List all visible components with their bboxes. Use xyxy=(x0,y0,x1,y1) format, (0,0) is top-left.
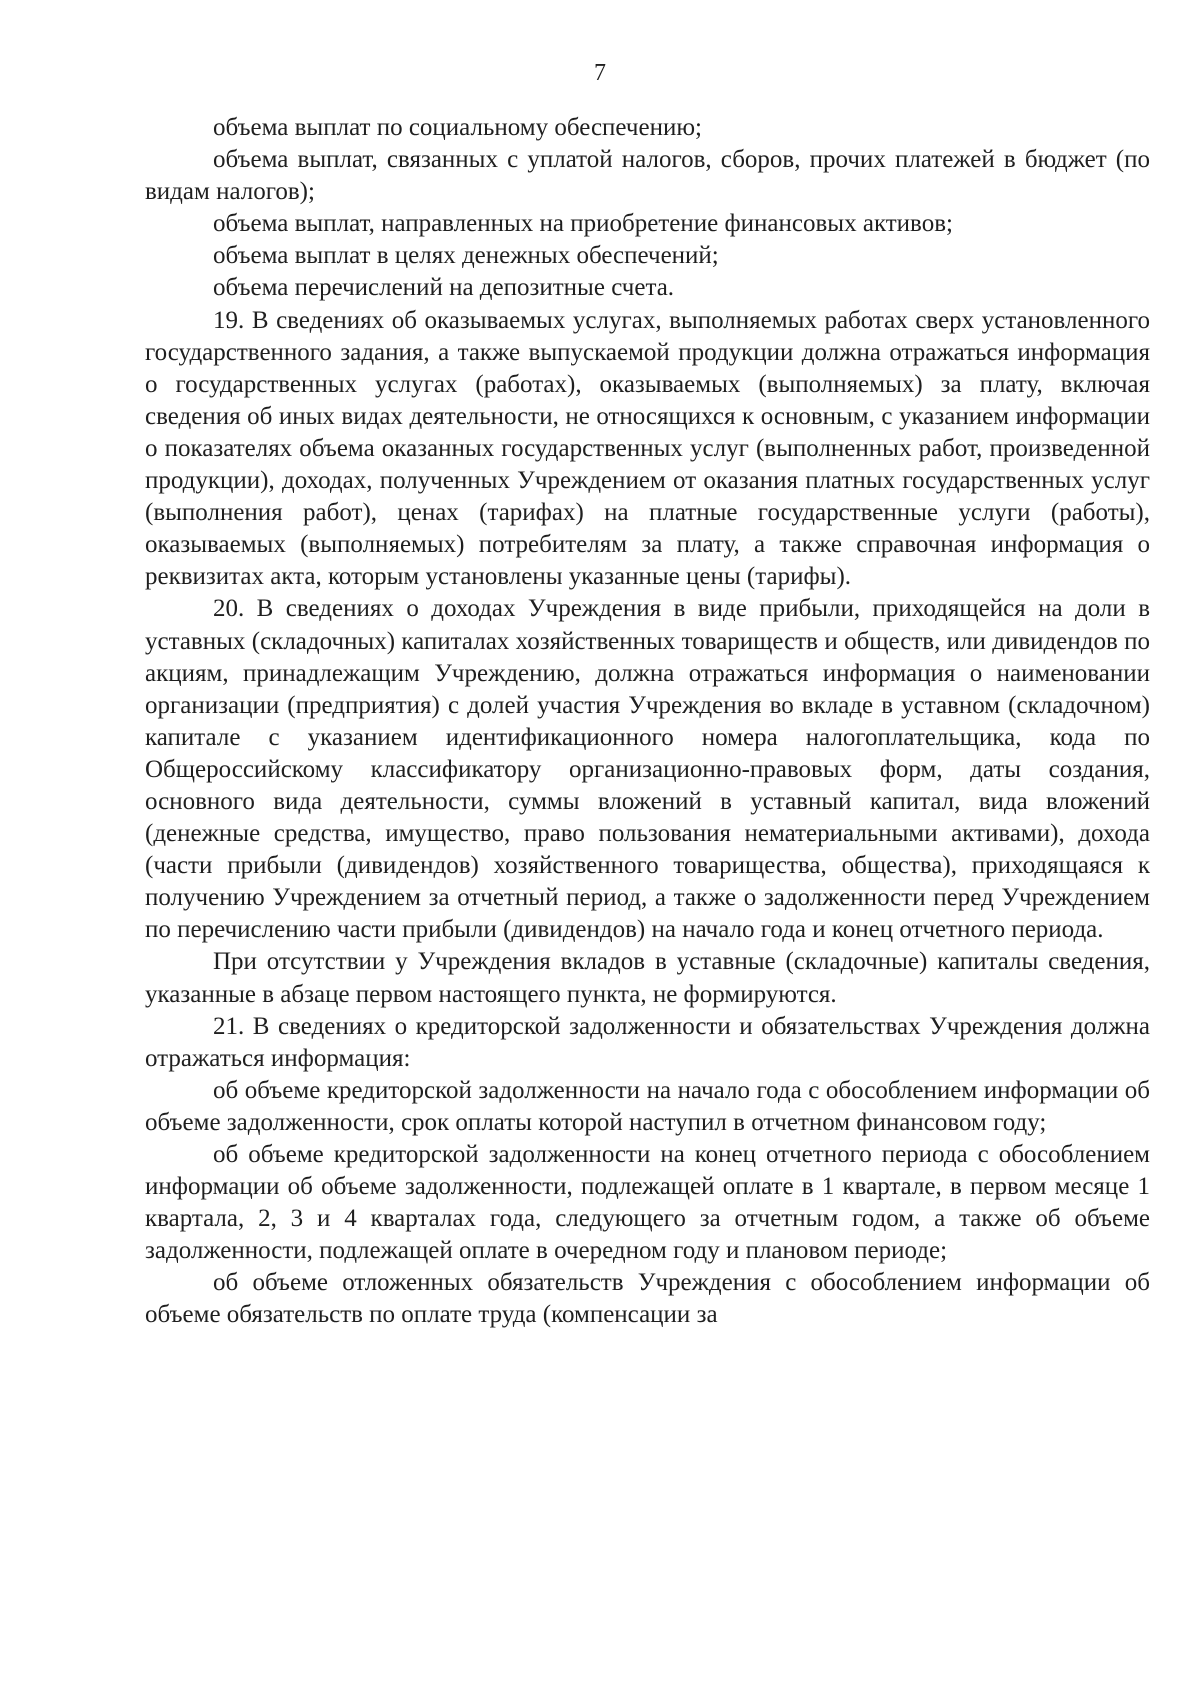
paragraph-3: объема выплат, направленных на приобретение финансовых активов; xyxy=(213,210,953,238)
paragraph-7: 20. В сведениях о доходах Учреждения в виде прибыли, приходящейся на доли в уставных (складочных) капиталах хозяйственных товариществ и обществ, или дивидендов по акциям, принадлежащим Учреждению, должна отражаться информация о наименовании организации (предприятия) с долей участия Учреждения во вкладе в уставном (складочном) капитале с указанием идентификационного номера налогоплательщика, кода по Общероссийскому классификатору организационно-правовых форм, даты создания, основного вида деятельности, суммы вложений в уставный капитал, вида вложений (денежные средства, имущество, право пользования нематериальными активами), дохода (части прибыли (дивидендов) хозяйственного товарищества, общества), приходящаяся к получению Учреждением за отчетный период, а также о задолженности перед Учреждением по перечислению части прибыли (дивидендов) на начало года и конец отчетного периода. xyxy=(145,595,1150,944)
paragraph-2: объема выплат, связанных с уплатой налогов, сборов, прочих платежей в бюджет (по видам налогов); xyxy=(145,146,1150,206)
paragraph-9: 21. В сведениях о кредиторской задолженности и обязательствах Учреждения должна отражаться информация: xyxy=(145,1012,1150,1072)
paragraph-12: об объеме отложенных обязательств Учреждения с обособлением информации об объеме обязательств по оплате труда (компенсации за xyxy=(145,1269,1150,1329)
paragraph-1: объема выплат по социальному обеспечению; xyxy=(213,114,702,141)
page-number: 7 xyxy=(594,60,606,86)
paragraph-4: объема выплат в целях денежных обеспечений; xyxy=(213,242,719,270)
document-body xyxy=(145,112,1150,1332)
paragraph-11: об объеме кредиторской задолженности на конец отчетного периода с обособлением информации об объеме задолженности, подлежащей оплате в 1 квартале, в первом месяце 1 квартала, 2, 3 и 4 кварталах года, следующего за отчетным годом, а также об объеме задолженности, подлежащей оплате в очередном году и плановом периоде; xyxy=(145,1141,1150,1265)
paragraph-8: При отсутствии у Учреждения вкладов в уставные (складочные) капиталы сведения, указанные в абзаце первом настоящего пункта, не формируются. xyxy=(145,948,1150,1008)
paragraph-5: объема перечислений на депозитные счета. xyxy=(213,274,675,302)
paragraph-10: об объеме кредиторской задолженности на начало года с обособлением информации об объеме задолженности, срок оплаты которой наступил в отчетном финансовом году; xyxy=(145,1076,1150,1136)
paragraph-6: 19. В сведениях об оказываемых услугах, выполняемых работах сверх установленного государственного задания, а также выпускаемой продукции должна отражаться информация о государственных услугах (работах), оказываемых (выполняемых) за плату, включая сведения об иных видах деятельности, не относящихся к основным, с указанием информации о показателях объема оказанных государственных услуг (выполненных работ, произведенной продукции), доходах, полученных Учреждением от оказания платных государственных услуг (выполнения работ), ценах (тарифах) на платные государственные услуги (работы), оказываемых (выполняемых) потребителям за плату, а также справочная информация о реквизитах акта, которым установлены указанные цены (тарифы). xyxy=(145,306,1150,591)
